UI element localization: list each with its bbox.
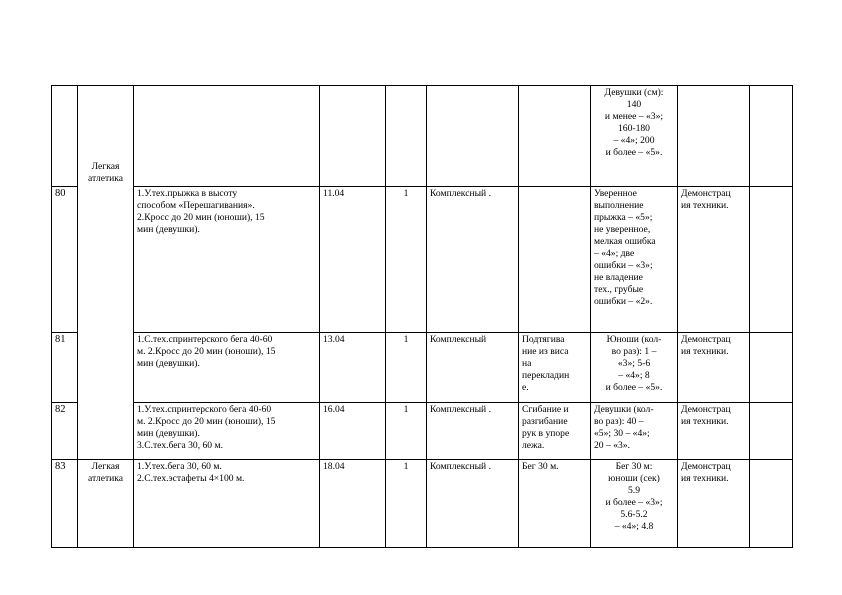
lesson-hours: 1 [386,460,427,548]
lesson-hours: 1 [386,187,427,333]
lesson-number: 80 [52,187,78,333]
lesson-date: 13.04 [320,333,386,403]
lesson-hours: 1 [386,403,427,460]
lesson-number: 82 [52,403,78,460]
lesson-topic [134,86,320,187]
lesson-hours [386,86,427,187]
section-label: Легкая атлетика [78,460,134,548]
table-row [52,403,793,460]
lesson-date: 11.04 [320,187,386,333]
notes-cell [750,460,793,548]
lesson-number [52,86,78,187]
table-row [52,86,793,187]
table-row [52,333,793,403]
teaching-method: Демонстрац ия техники. [678,333,750,403]
lesson-type: Комплексный . [427,460,519,548]
assessment-criteria: Юноши (кол- во раз): 1 – «3»; 5-6 – «4»; 8 и более – «5». [591,333,678,403]
lesson-topic: 1.У.тех.спринтерского бега 40-60 м. 2.Кросс до 20 мин (юноши), 15 мин (девушки). 3.С.тех.бега 30, 60 м. [134,403,320,460]
homework [519,86,591,187]
lesson-type: Комплексный . [427,403,519,460]
section-label: Легкая атлетика [78,86,134,187]
table-row [52,187,793,333]
teaching-method: Демонстрац ия техники. [678,187,750,333]
section-label [78,333,134,403]
lesson-date [320,86,386,187]
lesson-date: 16.04 [320,403,386,460]
lesson-date: 18.04 [320,460,386,548]
lesson-type: Комплексный . [427,187,519,333]
lesson-type: Комплексный [427,333,519,403]
notes-cell [750,333,793,403]
homework: Подтягива ние из виса на перекладин е. [519,333,591,403]
table-row [52,460,793,548]
teaching-method [678,86,750,187]
notes-cell [750,187,793,333]
notes-cell [750,403,793,460]
lesson-number: 81 [52,333,78,403]
homework: Сгибание и разгибание рук в упоре лежа. [519,403,591,460]
assessment-criteria: Уверенное выполнение прыжка – «5»; не уверенное, мелкая ошибка – «4»; две ошибки – «3»; не владение тех., грубые ошибки – «2». [591,187,678,333]
lesson-type [427,86,519,187]
lesson-topic: 1.У.тех.бега 30, 60 м. 2.С.тех.эстафеты 4×100 м. [134,460,320,548]
lesson-topic: 1.С.тех.спринтерского бега 40-60 м. 2.Кросс до 20 мин (юноши), 15 мин (девушки). [134,333,320,403]
teaching-method: Демонстрац ия техники. [678,460,750,548]
homework: Бег 30 м. [519,460,591,548]
notes-cell [750,86,793,187]
section-label [78,403,134,460]
lesson-number: 83 [52,460,78,548]
section-label [78,187,134,333]
lesson-plan-table [51,85,793,548]
teaching-method: Демонстрац ия техники. [678,403,750,460]
homework [519,187,591,333]
lesson-topic: 1.У.тех.прыжка в высоту способом «Перешагивания». 2.Кросс до 20 мин (юноши), 15 мин (девушки). [134,187,320,333]
assessment-criteria: Девушки (см): 140 и менее – «3»; 160-180 – «4»; 200 и более – «5». [591,86,678,187]
lesson-hours: 1 [386,333,427,403]
assessment-criteria: Девушки (кол- во раз): 40 – «5»; 30 – «4»; 20 – «3». [591,403,678,460]
assessment-criteria: Бег 30 м: юноши (сек) 5.9 и более – «3»; 5.6-5.2 – «4»; 4.8 [591,460,678,548]
